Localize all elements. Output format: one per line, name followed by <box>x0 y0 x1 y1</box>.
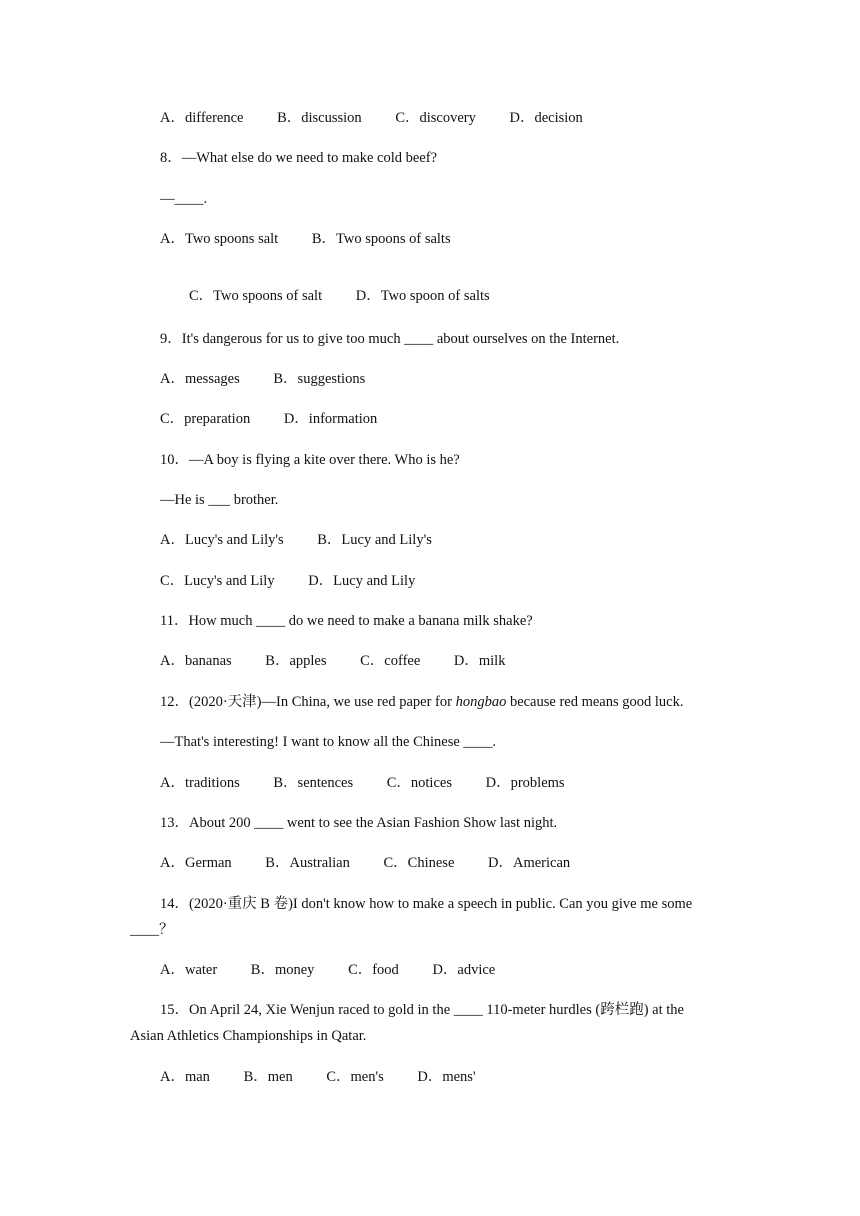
q10-option-c: C．Lucy's and Lily <box>160 573 275 589</box>
q12-answer-line: —That's interesting! I want to know all the Chinese ____. <box>160 734 497 750</box>
q10-option-a: A．Lucy's and Lily's <box>160 532 284 548</box>
q8-option-d: D．Two spoon of salts <box>355 288 490 304</box>
q8-options-row2 <box>189 287 490 305</box>
q7-options <box>160 109 583 127</box>
q13-option-b: B．Australian <box>265 855 350 871</box>
q15-option-a: A．man <box>160 1069 210 1085</box>
q11-options <box>160 652 505 670</box>
q12-option-d: D．problems <box>485 775 565 791</box>
q12-stem-italic: hongbao <box>455 694 507 710</box>
q8-option-b: B．Two spoons of salts <box>311 231 451 247</box>
q10-option-d: D．Lucy and Lily <box>308 573 416 589</box>
q11-option-d: D．milk <box>453 653 506 669</box>
q9-option-b: B．suggestions <box>273 371 366 387</box>
q14-option-a: A．water <box>160 962 218 978</box>
q14-stem-line2: ____？ <box>130 922 174 938</box>
q11-option-b: B．apples <box>265 653 327 669</box>
q12-option-b: B．sentences <box>273 775 354 791</box>
q12-option-c: C．notices <box>386 775 452 791</box>
q8-option-a: A．Two spoons salt <box>160 231 279 247</box>
q10-answer-line: —He is ___ brother. <box>160 492 279 508</box>
q15-option-b: B．men <box>243 1069 293 1085</box>
q14-option-b: B．money <box>250 962 315 978</box>
q9-option-a: A．messages <box>160 371 240 387</box>
q15-stem-line2: Asian Athletics Championships in Qatar. <box>130 1028 367 1044</box>
q8-answer-line: —____. <box>160 191 208 207</box>
q13-stem: 13．About 200 ____ went to see the Asian Fashion Show last night. <box>160 815 558 831</box>
q12-stem-before: 12．(2020·天津)—In China, we use red paper for <box>160 694 456 710</box>
q11-option-a: A．bananas <box>160 653 232 669</box>
q13-options <box>160 854 570 872</box>
q10-stem: 10．—A boy is flying a kite over there. Who is he? <box>160 452 460 468</box>
q10-options-row2 <box>160 572 415 590</box>
q13-option-c: C．Chinese <box>383 855 455 871</box>
q12-stem <box>160 693 683 711</box>
q12-stem-after: because red means good luck. <box>506 694 684 710</box>
q11-stem: 11．How much ____ do we need to make a banana milk shake? <box>160 613 533 629</box>
q9-stem: 9．It's dangerous for us to give too much ____ about ourselves on the Internet. <box>160 331 620 347</box>
q14-options <box>160 961 495 979</box>
q8-options-row1 <box>160 230 451 248</box>
q10-options-row1 <box>160 531 432 549</box>
q8-stem: 8．—What else do we need to make cold beef? <box>160 150 438 166</box>
q7-option-c: C．discovery <box>395 110 476 126</box>
q14-option-c: C．food <box>348 962 399 978</box>
q15-option-c: C．men's <box>326 1069 384 1085</box>
q9-options-row1 <box>160 370 365 388</box>
q8-option-c: C．Two spoons of salt <box>189 288 323 304</box>
q12-option-a: A．traditions <box>160 775 240 791</box>
q13-option-d: D．American <box>488 855 571 871</box>
q9-option-d: D．information <box>283 411 378 427</box>
q14-stem-line1: 14．(2020·重庆 B 卷)I don't know how to make a speech in public. Can you give me some <box>160 896 693 912</box>
q15-options <box>160 1068 476 1086</box>
q14-option-d: D．advice <box>432 962 496 978</box>
q9-option-c: C．preparation <box>160 411 251 427</box>
q12-options <box>160 774 565 792</box>
q9-options-row2 <box>160 410 377 428</box>
q7-option-d: D．decision <box>509 110 583 126</box>
q7-option-a: A．difference <box>160 110 244 126</box>
q7-option-b: B．discussion <box>277 110 362 126</box>
q10-option-b: B．Lucy and Lily's <box>317 532 432 548</box>
q13-option-a: A．German <box>160 855 232 871</box>
q15-stem-line1: 15．On April 24, Xie Wenjun raced to gold in the ____ 110-meter hurdles (跨栏跑) at the <box>160 1002 684 1018</box>
q15-option-d: D．mens' <box>417 1069 476 1085</box>
q11-option-c: C．coffee <box>360 653 421 669</box>
